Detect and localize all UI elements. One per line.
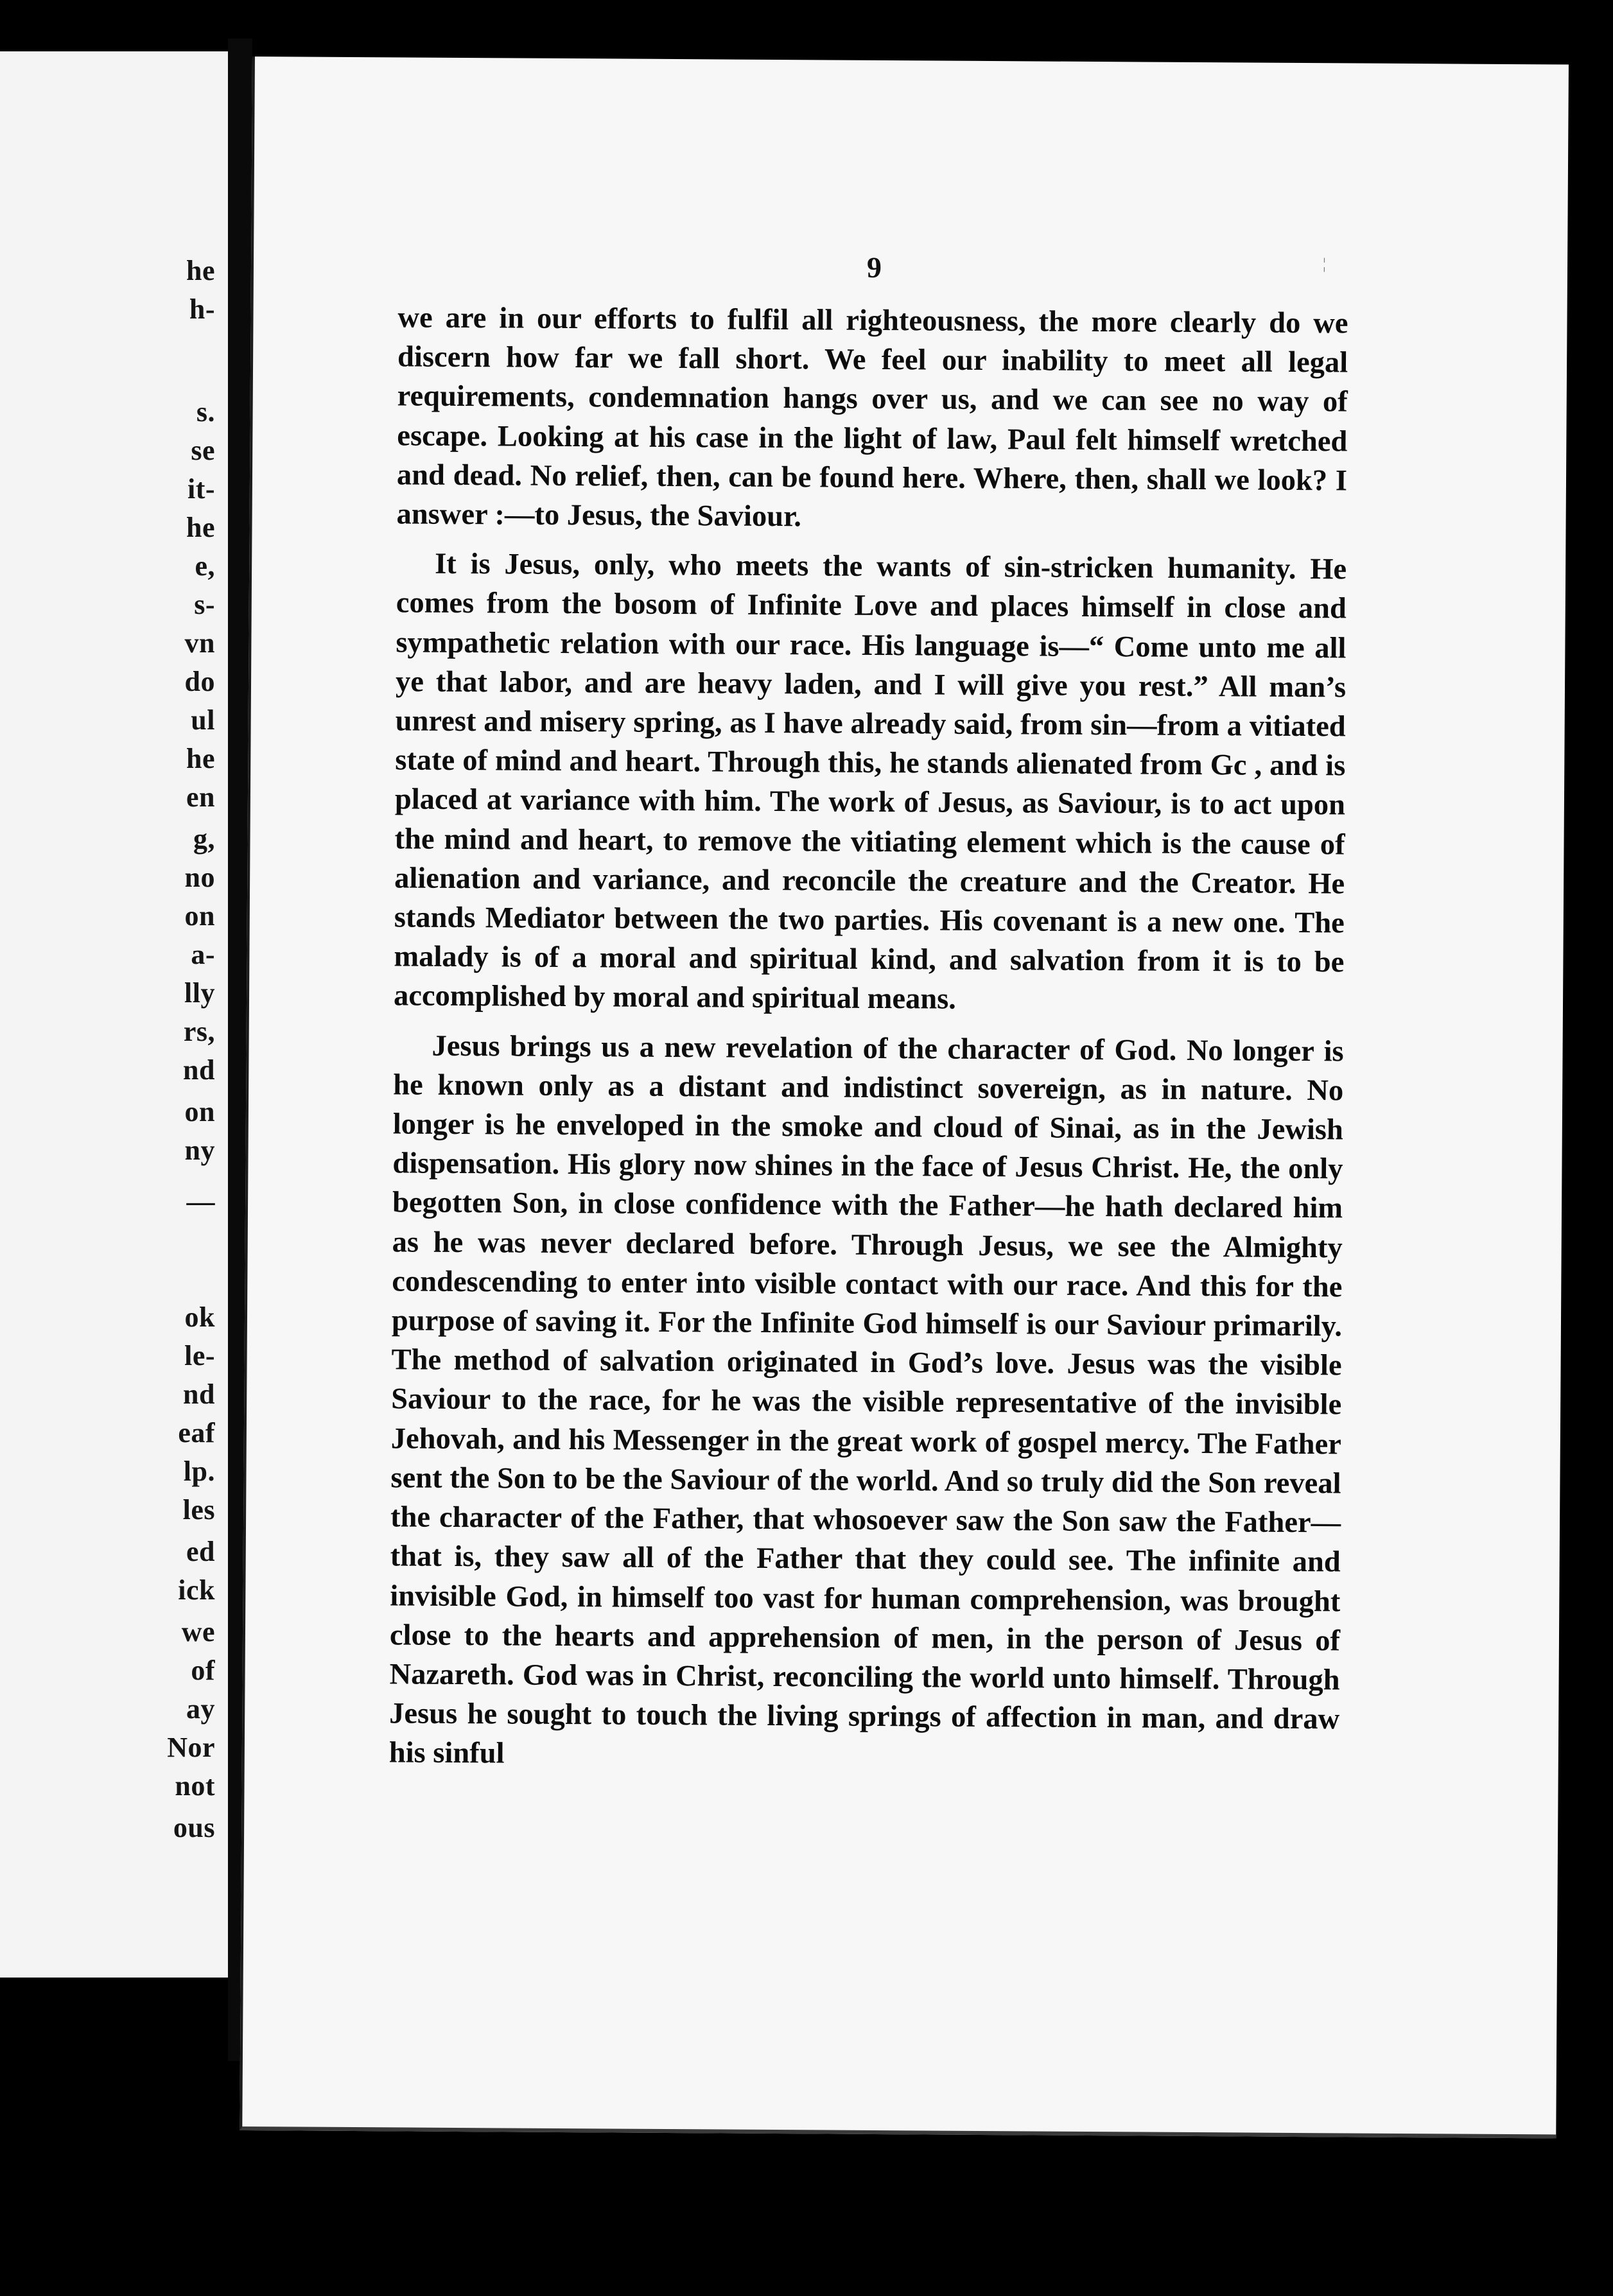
left-page-fragment: it-: [187, 473, 215, 505]
left-facing-page: [0, 51, 230, 1978]
book-page: [240, 57, 1569, 2138]
left-page-fragment: les: [182, 1494, 215, 1526]
left-page-fragment: ok: [184, 1301, 215, 1333]
left-page-fragment: no: [184, 862, 215, 893]
left-page-fragment: lly: [184, 977, 215, 1009]
paragraph-1: we are in our efforts to fulfil all righteousness, the more clearly do we discern how far we fall short. We feel our inability to meet all legal requirements, condemnation hangs over us, and we can see no way of escape. Looking at his case in the light of law, Paul felt himself wretched and dead. No relief, then, can be found here. Where, then, shall we look? I answer :—to Jesus, the Saviour.: [396, 301, 1348, 534]
left-page-fragment: nd: [183, 1378, 215, 1410]
left-page-fragment: lp.: [183, 1456, 215, 1487]
page-speck: ¦: [1322, 256, 1326, 273]
left-page-fragment: en: [186, 781, 215, 813]
left-page-fragment: on: [184, 900, 215, 932]
left-page-fragment: e,: [195, 550, 215, 582]
left-page-fragment: not: [175, 1770, 215, 1802]
left-page-fragment: s-: [194, 589, 215, 620]
paragraph-2: It is Jesus, only, who meets the wants of sin-stricken humanity. He comes from the bosom of Infinite Love and places himself in close and sympathetic relation with our race. His language is—“ Come unto me all ye that labor, and are heavy laden, and I will give you rest.” All man’s unrest and misery spring, as I have already said, from sin—from a vitiated state of mind and heart. Through this, he stands alienated from Gc , and is placed at variance with him. The work of Jesus, as Saviour, is to act upon the mind and heart, to remove the vitiating element which is the cause of alienation and variance, and reconcile the creature and the Creator. He stands Mediator between the two parties. His covenant is a new one. The malady is of a moral and spiritual kind, and salvation from it is to be accomplished by moral and spiritual means.: [393, 547, 1347, 1016]
left-page-fragment: se: [191, 435, 215, 466]
left-page-fragment: ed: [186, 1536, 215, 1567]
left-page-fragment: h-: [189, 293, 215, 325]
left-page-fragment: le-: [184, 1340, 215, 1371]
left-page-fragment: of: [191, 1655, 215, 1686]
left-page-fragment: s.: [196, 396, 215, 428]
left-page-fragment: ay: [186, 1693, 215, 1725]
left-page-fragment: we: [181, 1616, 215, 1648]
left-page-fragment: do: [184, 666, 215, 697]
left-page-fragment: ul: [191, 704, 215, 736]
left-page-fragment: he: [186, 512, 215, 543]
left-page-fragment: eaf: [178, 1417, 215, 1448]
left-page-fragment: vn: [184, 627, 215, 659]
body-text: [389, 298, 1348, 1789]
paragraph-3: Jesus brings us a new revelation of the character of God. No longer is he known only as a distant and indistinct sovereign, as in nature. No longer is he enveloped in the smoke and cloud of Sinai, as in the Jewish dispensation. His glory now shines in the face of Jesus Christ. He, the only begotten Son, in close confidence with the Father—he hath declared him as he was never declared before. Through Jesus, we see the Almighty condescending to enter into visible contact with our race. And this for the purpose of saving it. For the Infinite God himself is our Saviour primarily. The method of salvation originated in God’s love. Jesus was the visible Saviour to the race, for he was the visible representative of the invisible Jehovah, and his Messenger in the great work of gospel mercy. The Father sent the Son to be the Saviour of the world. And so truly did the Son reveal the character of the Father, that whosoever saw the Son saw the Father—that is, they saw all of the Father that they could see. The infinite and invisible God, in himself too vast for human comprehension, was brought close to the hearts and apprehension of men, in the person of Jesus of Nazareth. God was in Christ, reconciling the world unto himself. Through Jesus he sought to touch the living springs of affection in man, and draw his sinful: [388, 1029, 1344, 1770]
left-page-fragment: ous: [173, 1812, 215, 1843]
left-page-fragment: ny: [184, 1135, 215, 1166]
left-page-fragment: g,: [193, 823, 215, 855]
page-number: 9: [866, 250, 882, 284]
left-page-fragment: Nor: [167, 1732, 215, 1763]
left-page-fragment: a-: [191, 939, 215, 970]
left-page-fragment: he: [186, 255, 215, 286]
left-page-fragment: nd: [183, 1054, 215, 1086]
left-page-fragment: rs,: [183, 1016, 215, 1047]
left-page-fragment: on: [184, 1096, 215, 1127]
left-page-fragment: —: [186, 1186, 215, 1217]
left-page-fragment: ick: [178, 1574, 215, 1606]
left-page-fragment: he: [186, 743, 215, 774]
